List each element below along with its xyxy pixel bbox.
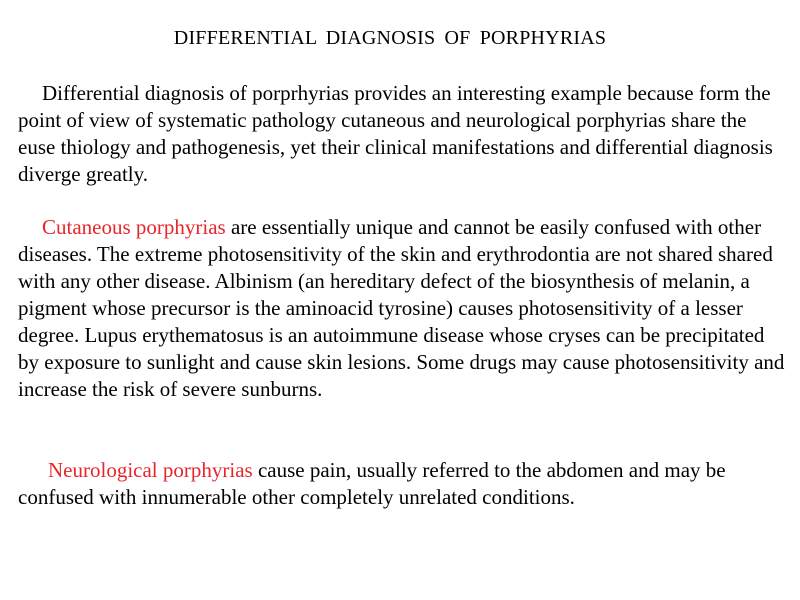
cutaneous-porphyrias-term: Cutaneous porphyrias <box>42 215 226 239</box>
page-title: DIFFERENTIAL DIAGNOSIS OF PORPHYRIAS <box>173 27 607 49</box>
cutaneous-paragraph-text: are essentially unique and cannot be easily confused with other diseases. The extreme photosensitivity of the skin and erythrodontia are not shared shared with any other disease. Albinism (an hereditary defect of the biosynthesis of melanin, a pigment whose precursor is the aminoacid tyrosine) causes photosensitivity of a lesser degree. Lupus erythematosus is an autoimmune disease whose cryses can be precipitated by exposure to sunlight and cause skin lesions. Some drugs may cause photosensitivity and increase the risk of severe sunburns. <box>18 215 785 401</box>
neurological-paragraph-text: cause pain, usually referred to the abdomen and may be confused with innumerable other completely unrelated conditions. <box>18 458 726 509</box>
cutaneous-paragraph <box>18 214 788 403</box>
intro-paragraph-text: Differential diagnosis of porprhyrias provides an interesting example because form the point of view of systematic pathology cutaneous and neurological porphyrias share the euse thiology and pathogenesis, yet their clinical manifestations and differential diagnosis diverge greatly. <box>18 81 773 186</box>
neurological-porphyrias-term: Neurological porphyrias <box>48 458 253 482</box>
intro-paragraph <box>18 80 788 188</box>
neurological-paragraph <box>18 457 788 511</box>
